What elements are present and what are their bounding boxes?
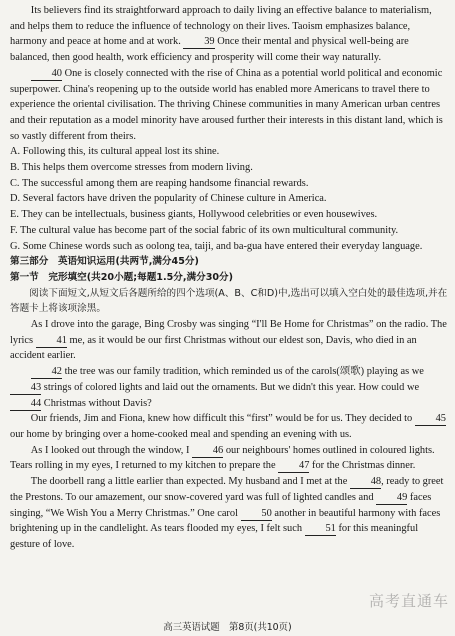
story-paragraph-3: Our friends, Jim and Fiona, knew how difficult this “first” would be for us. They decided to 45 our home by bringing over a home-cooked meal and spending an evening with us. — [10, 413, 446, 440]
blank-41[interactable]: 41 — [36, 335, 67, 348]
section-1-heading: 第一节 完形填空(共20小题;每题1.5分,满分30分) — [10, 271, 234, 283]
option-d: D. Several factors have driven the popularity of Chinese culture in America. — [10, 193, 327, 205]
blank-50[interactable]: 50 — [241, 508, 272, 521]
cloze-instruction: 阅读下面短文,从短文后各题所给的四个选项(A、B、C和D)中,选出可以填入空白处的最佳选项,并在答题卡上将该项涂黑。 — [10, 287, 448, 315]
blank-48[interactable]: 48 — [350, 476, 381, 489]
blank-47[interactable]: 47 — [278, 460, 309, 473]
story-paragraph-2: 42 the tree was our family tradition, which reminded us of the carols(颂歌) playing as we 43 strings of colored lights and laid out the ornaments. But we didn't this year. How could we 44 Christmas without Davis? — [10, 364, 448, 411]
blank-45[interactable]: 45 — [415, 413, 446, 426]
section-3-heading: 第三部分 英语知识运用(共两节,满分45分) — [10, 256, 199, 268]
blank-43[interactable]: 43 — [10, 382, 41, 395]
option-b: B. This helps them overcome stresses from modern living. — [10, 162, 253, 174]
option-f: F. The cultural value has become part of the social fabric of its own multicultural community. — [10, 224, 399, 236]
blank-49[interactable]: 49 — [376, 492, 407, 505]
page-footer: 高三英语试题 第8页(共10页) — [163, 622, 292, 633]
option-g: G. Some Chinese words such as oolong tea, taiji, and ba-gua have entered their everyday language. — [10, 240, 423, 252]
story-paragraph-1: As I drove into the garage, Bing Crosby was singing “I'll Be Home for Christmas” on the radio. The lyrics 41 me, as it would be our first Christmas without our eldest son, Davis, who died in an accident earlier. — [10, 319, 447, 362]
story-paragraph-5: The doorbell rang a little earlier than expected. My husband and I met at the 48, ready to greet the Prestons. To our amazement, our snow-covered yard was full of lighted candles and 49 faces singing, “We Wish You a Merry Christmas.” One carol 50 another in beautiful harmony with faces brightening up in the candlelight. As tears flooded my eyes, I felt such 51 for this meaningful gesture of love. — [10, 476, 444, 550]
options-list — [10, 144, 448, 254]
watermark-logo: 高考直通车 — [368, 592, 449, 610]
paragraph-taoism: Its believers find its straightforward approach to daily living an effective balance to materialism, and helps them to reduce the influence of technology on their lives. Taoism emphasizes balance, harmony and peace at home and at work. 39 Once their mental and physical well-being are balanced, then good health, work efficiency and prosperity will come their way naturally. — [10, 5, 432, 64]
option-a: A. Following this, its cultural appeal lost its shine. — [10, 146, 220, 158]
option-c: C. The successful among them are reaping handsome financial rewards. — [10, 177, 309, 189]
blank-46[interactable]: 46 — [192, 445, 223, 458]
blank-44[interactable]: 44 — [10, 398, 41, 411]
option-e: E. They can be intellectuals, business giants, Hollywood celebrities or even housewives. — [10, 209, 378, 221]
paragraph-40: 40 One is closely connected with the rise of China as a potential world political and economic superpower. China's reopening up to the outside world has enabled more Americans to travel there to experience the oriental civilisation. The thriving Chinese communities in many American urban centres and their reputation as a model minority have aroused further their interests in this distant land, which is so vastly different from theirs. — [10, 67, 443, 142]
blank-51[interactable]: 51 — [305, 523, 336, 536]
blank-42[interactable]: 42 — [31, 366, 62, 379]
story-paragraph-4: As I looked out through the window, I 46 our neighbours' homes outlined in coloured lights. Tears rolling in my eyes, I returned to my kitchen to prepare the 47 for the Christmas dinner. — [10, 444, 435, 472]
blank-40[interactable]: 40 — [31, 68, 62, 81]
exam-page — [10, 3, 448, 553]
blank-39[interactable]: 39 — [183, 36, 214, 49]
